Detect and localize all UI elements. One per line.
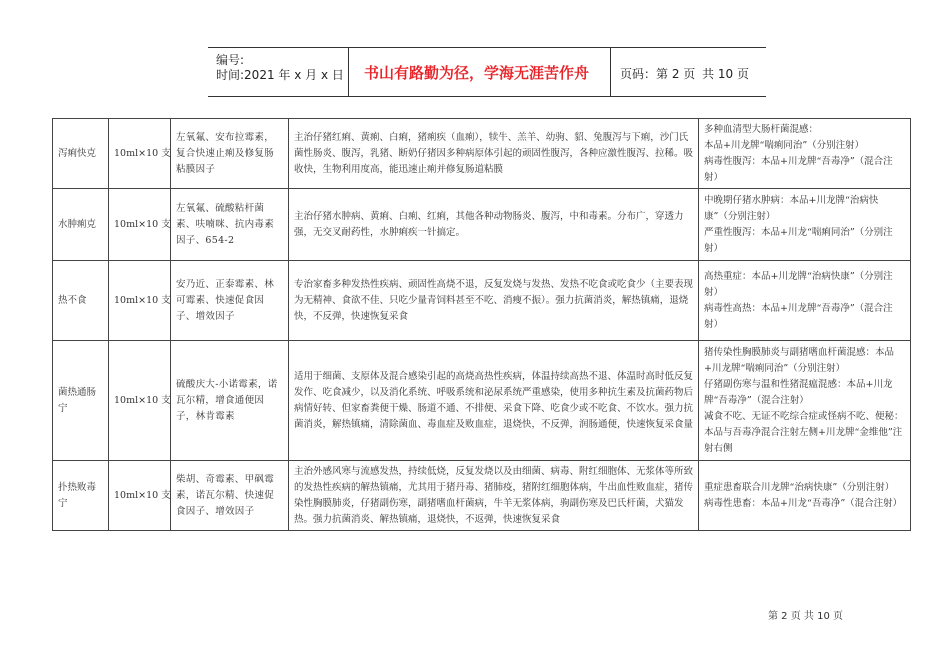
- product-ingredients: 硫酸庆大-小诺霉素，诺瓦尔精，增食通便因子，林肯霉素: [171, 341, 289, 461]
- header-bottom-rule: [208, 96, 766, 97]
- table-row: [53, 341, 911, 461]
- header-meta: [216, 53, 344, 83]
- product-spec: 10ml×10 支: [109, 189, 171, 261]
- table-row: [53, 119, 911, 189]
- product-indication: 主治仔猪水肿病、黄痢、白痢、红痢，其他各种动物肠炎、腹泻，中和毒素。分布广，穿透力强，无交叉耐药性，水肿痢疾一针搞定。: [289, 189, 699, 261]
- product-usage: [699, 261, 911, 341]
- product-ingredients: 柴胡、奇霉素、甲砜霉素，诺瓦尔精、快速促食因子、增效因子: [171, 461, 289, 531]
- footer-page-number: 第 2 页 共 10 页: [768, 611, 843, 622]
- serial-label: 编号:: [216, 53, 245, 67]
- table-row: [53, 189, 911, 261]
- product-name: 水肿痢克: [53, 189, 109, 261]
- usage-line: 猪传染性胸膜肺炎与副猪嗜血杆菌混感：本品+川龙牌“喘痢同治”（分别注射）: [704, 346, 895, 374]
- usage-line: 仔猪副伤寒与温和性猪混瘟混感：本品+川龙牌“吾毒净”（混合注射）: [704, 378, 893, 406]
- usage-line: 中晚期仔猪水肿病：本品+川龙牌“治病快康”（分别注射）: [704, 194, 879, 222]
- time-label: 时间:2021 年 x 月 x 日: [216, 68, 344, 82]
- product-usage: [699, 189, 911, 261]
- product-name: 菌热通肠宁: [53, 341, 109, 461]
- product-indication: 主治外感风寒与流感发热，持续低烧，反复发烧以及由细菌、病毒、附红细胞体、无浆体等所致的发热性疾病的解热镇痛，尤其用于猪丹毒、猪肺疫，猪附红细胞体病，牛出血性败血症，猪传染性胸膜肺炎，仔猪副伤寒，副猪嗜血杆菌病，牛羊无浆体病，驹副伤寒及巴氏杆菌，犬猫发热。强力抗菌消炎、解热镇痛，退烧快，不返弹，快速恢复采食: [289, 461, 699, 531]
- product-usage: [699, 341, 911, 461]
- product-usage: [699, 119, 911, 189]
- usage-line: 重症患畜联合川龙牌“治病快康”（分别注射）: [704, 481, 895, 493]
- usage-line: 多种血清型大肠杆菌混感：: [704, 123, 819, 135]
- usage-line: 减食不吃、无证不吃综合症或怪病不吃、便秘：本品与吾毒净混合注射左侧+川龙牌“金维他”注射右侧: [704, 410, 904, 454]
- usage-line: 病毒性腹泻：本品+川龙牌“吾毒净”（混合注射）: [704, 155, 893, 183]
- usage-line: 高热重症：本品+川龙牌“治病快康”（分别注射）: [704, 270, 893, 298]
- page-header: [208, 47, 766, 97]
- table-row: [53, 261, 911, 341]
- usage-line: 严重性腹泻：本品+川龙“喘痢同治”（分别注射）: [704, 226, 893, 254]
- product-usage: [699, 461, 911, 531]
- product-spec: 10ml×10 支: [109, 119, 171, 189]
- product-name: 热不食: [53, 261, 109, 341]
- header-divider: [610, 47, 611, 97]
- usage-line: 本品+川龙牌“喘痢同治”（分别注射）: [704, 139, 865, 151]
- usage-line: 病毒性高热：本品+川龙牌“吾毒净”（混合注射）: [704, 302, 893, 330]
- product-spec: 10ml×10 支: [109, 461, 171, 531]
- product-ingredients: 安乃近、正泰霉素、林可霉素、快速促食因子、增效因子: [171, 261, 289, 341]
- product-spec: 10ml×10 支: [109, 341, 171, 461]
- product-indication: 主治仔猪红痢、黄痢、白痢，猪痢疾（血痢），犊牛、羔羊、幼驹、貂、兔腹泻与下痢，沙门氏菌性肠炎、腹泻，乳猪、断奶仔猪因多种病原体引起的顽固性腹泻，各种应激性腹泻、拉稀。吸收快，生物利用度高，能迅速止痢并修复肠道粘膜: [289, 119, 699, 189]
- page-total: 共 10 页: [702, 67, 749, 81]
- product-indication: 专治家畜多种发热性疾病、顽固性高烧不退，反复发烧与发热、发热不吃食或吃食少（主要表现为无精神、食欲不佳、只吃少量青饲料甚至不吃、消瘦不振）。强力抗菌消炎，解热镇痛，退烧快，不反弹，快速恢复采食: [289, 261, 699, 341]
- product-ingredients: 左氧氟、硫酸粘杆菌素、呋喃咪、抗内毒素因子、654-2: [171, 189, 289, 261]
- table-row: [53, 461, 911, 531]
- product-ingredients: 左氧氟、安布拉霉素，复合快速止痢及修复肠粘膜因子: [171, 119, 289, 189]
- usage-line: 病毒性患畜：本品+川龙“吾毒净”（混合注射）: [704, 497, 903, 509]
- page-label: 页码：第 2 页: [620, 67, 696, 81]
- product-spec: 10ml×10 支: [109, 261, 171, 341]
- header-top-rule: [208, 47, 766, 48]
- header-page-number: [620, 65, 752, 82]
- product-name: 扑热败毒宁: [53, 461, 109, 531]
- product-indication: 适用于细菌、支原体及混合感染引起的高烧高热性疾病，体温持续高热不退、体温时高时低反复发作、吃食减少，以及消化系统、呼吸系统和泌尿系统严重感染，使用多种抗生素及抗菌药物后病情好转、但家畜粪便干燥、肠道不通、不排便、采食下降、吃食少或不吃食、不饮水。强力抗菌消炎，解热镇痛，清除菌血、毒血症及败血症，退烧快，不反弹，润肠通便，快速恢复采食量: [289, 341, 699, 461]
- product-table: [52, 118, 911, 531]
- header-divider: [348, 47, 349, 97]
- product-name: 泻痢快克: [53, 119, 109, 189]
- header-motto: 书山有路勤为径，学海无涯苦作舟: [364, 64, 590, 82]
